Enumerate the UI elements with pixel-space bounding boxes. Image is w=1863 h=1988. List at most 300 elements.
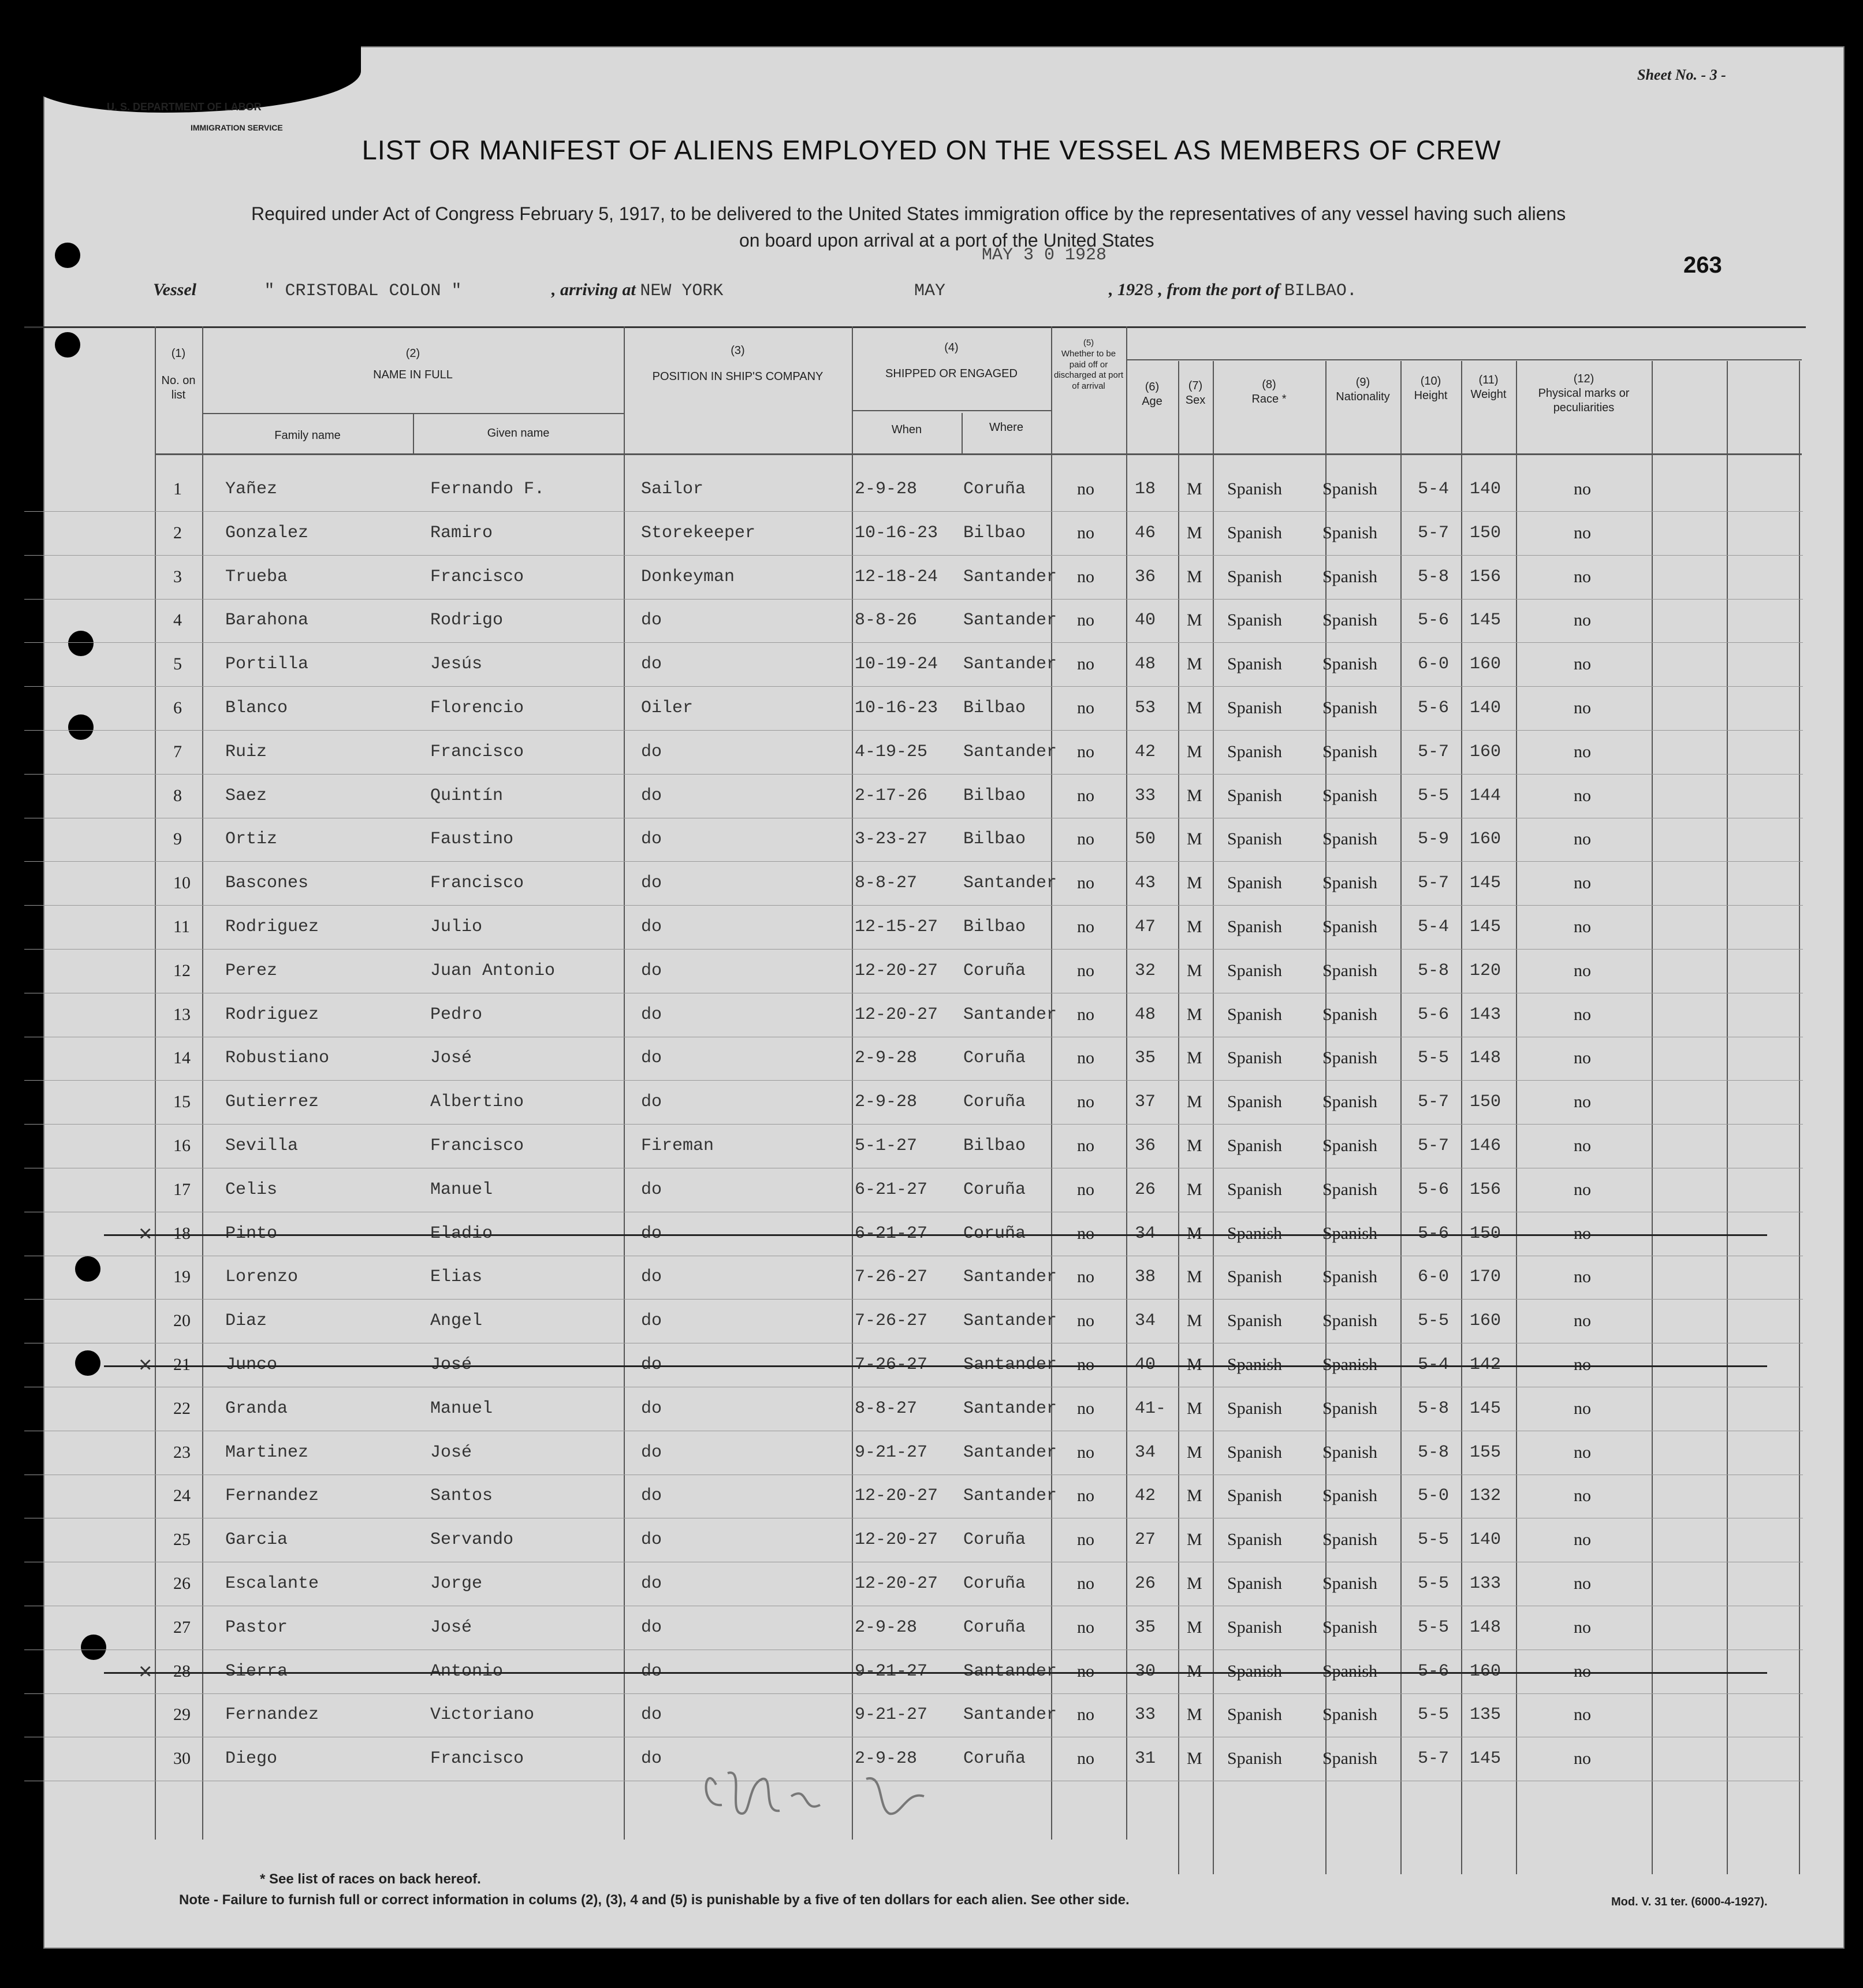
given-name: Rodrigo: [430, 610, 504, 631]
weight: 160: [1470, 742, 1501, 762]
nationality: Spanish: [1322, 1179, 1378, 1199]
arriving-port: NEW YORK: [640, 281, 724, 301]
age: 34: [1135, 1311, 1156, 1331]
age: 42: [1135, 1486, 1156, 1506]
row-number: 30: [173, 1749, 191, 1769]
height: 5-5: [1418, 1048, 1450, 1069]
physical-marks: no: [1574, 1617, 1591, 1637]
shipped-where: Santander: [963, 1442, 1057, 1462]
shipped-where: Santander: [963, 1705, 1057, 1725]
age: 18: [1135, 479, 1156, 499]
position: do: [641, 1530, 662, 1550]
weight: 156: [1470, 567, 1501, 587]
physical-marks: no: [1574, 1486, 1591, 1506]
family-name: Fernandez: [225, 1486, 319, 1506]
sex: M: [1187, 1179, 1202, 1199]
height: 6-0: [1418, 654, 1450, 675]
nationality: Spanish: [1322, 829, 1378, 849]
family-name: Martinez: [225, 1442, 309, 1462]
nationality: Spanish: [1322, 523, 1378, 542]
age: 37: [1135, 1092, 1156, 1112]
service-name: IMMIGRATION SERVICE: [191, 123, 283, 132]
race: Spanish: [1227, 1398, 1283, 1418]
races-note: * See list of races on back hereof.: [260, 1871, 481, 1887]
x-mark: ×: [139, 1352, 152, 1378]
nationality: Spanish: [1322, 654, 1378, 674]
position: do: [641, 1004, 662, 1025]
given-name: Francisco: [430, 873, 524, 894]
row-number: 3: [173, 567, 182, 586]
race: Spanish: [1227, 523, 1283, 542]
nationality: Spanish: [1322, 1705, 1378, 1725]
sex: M: [1187, 961, 1202, 980]
col8-header: (8) Race *: [1251, 378, 1287, 405]
height: 5-7: [1418, 523, 1450, 543]
age: 36: [1135, 567, 1156, 587]
paid-off: no: [1077, 479, 1094, 498]
height: 5-7: [1418, 873, 1450, 894]
sex: M: [1187, 1486, 1202, 1506]
weight: 142: [1470, 1355, 1501, 1375]
shipped-where: Santander: [963, 1486, 1057, 1506]
age: 48: [1135, 1004, 1156, 1025]
shipped-where: Coruña: [963, 479, 1026, 499]
age: 30: [1135, 1661, 1156, 1681]
height: 5-8: [1418, 567, 1450, 587]
shipped-where: Bilbao: [963, 917, 1026, 937]
weight: 140: [1470, 479, 1501, 499]
sex: M: [1187, 1617, 1202, 1637]
height: 5-5: [1418, 1574, 1450, 1594]
position: Donkeyman: [641, 567, 735, 587]
nationality: Spanish: [1322, 1617, 1378, 1637]
sex: M: [1187, 1530, 1202, 1550]
physical-marks: no: [1574, 961, 1591, 980]
race: Spanish: [1227, 479, 1283, 498]
sex: M: [1187, 1705, 1202, 1725]
nationality: Spanish: [1322, 873, 1378, 893]
shipped-where: Coruña: [963, 1179, 1026, 1200]
punch-hole: [55, 243, 80, 268]
paid-off: no: [1077, 1355, 1094, 1374]
physical-marks: no: [1574, 1442, 1591, 1462]
nationality: Spanish: [1322, 1267, 1378, 1287]
nationality: Spanish: [1322, 1530, 1378, 1550]
family-name: Fernandez: [225, 1705, 319, 1725]
paid-off: no: [1077, 1574, 1094, 1593]
col9-header: (9) Nationality: [1336, 376, 1390, 403]
shipped-where: Bilbao: [963, 523, 1026, 543]
race: Spanish: [1227, 1223, 1283, 1243]
row-number: 5: [173, 654, 182, 674]
weight: 148: [1470, 1617, 1501, 1637]
family-name: Diego: [225, 1749, 278, 1769]
shipped-where: Santander: [963, 1311, 1057, 1331]
nationality: Spanish: [1322, 1574, 1378, 1593]
row-number: 9: [173, 829, 182, 849]
family-name: Robustiano: [225, 1048, 330, 1069]
height: 5-6: [1418, 1661, 1450, 1681]
arriving-label: , arriving at: [552, 280, 636, 299]
given-name: Angel: [430, 1311, 483, 1331]
position: do: [641, 917, 662, 937]
col4b-header: Where: [989, 421, 1023, 434]
race: Spanish: [1227, 1749, 1283, 1769]
nationality: Spanish: [1322, 785, 1378, 805]
age: 33: [1135, 785, 1156, 806]
race: Spanish: [1227, 1355, 1283, 1374]
position: do: [641, 1705, 662, 1725]
age: 46: [1135, 523, 1156, 543]
paid-off: no: [1077, 1749, 1094, 1769]
row-number: 19: [173, 1267, 191, 1287]
height: 5-6: [1418, 698, 1450, 718]
height: 5-6: [1418, 1179, 1450, 1200]
given-name: Francisco: [430, 1749, 524, 1769]
paid-off: no: [1077, 1311, 1094, 1331]
weight: 155: [1470, 1442, 1501, 1462]
shipped-when: 6-21-27: [855, 1179, 928, 1200]
shipped-where: Coruña: [963, 1749, 1026, 1769]
given-name: Fernando F.: [430, 479, 545, 499]
race: Spanish: [1227, 1004, 1283, 1024]
paid-off: no: [1077, 1048, 1094, 1068]
shipped-when: 2-9-28: [855, 1048, 918, 1069]
paid-off: no: [1077, 1398, 1094, 1418]
nationality: Spanish: [1322, 1136, 1378, 1155]
race: Spanish: [1227, 1311, 1283, 1331]
col2b-header: Given name: [487, 427, 550, 440]
race: Spanish: [1227, 1486, 1283, 1506]
age: 35: [1135, 1048, 1156, 1069]
shipped-when: 10-16-23: [855, 698, 938, 718]
shipped-when: 2-9-28: [855, 1092, 918, 1112]
sex: M: [1187, 1355, 1202, 1374]
date-stamp: MAY 3 0 1928: [982, 245, 1107, 265]
weight: 144: [1470, 785, 1501, 806]
physical-marks: no: [1574, 1705, 1591, 1725]
given-name: Manuel: [430, 1179, 493, 1200]
given-name: Albertino: [430, 1092, 524, 1112]
weight: 160: [1470, 1311, 1501, 1331]
age: 53: [1135, 698, 1156, 718]
position: do: [641, 1617, 662, 1637]
nationality: Spanish: [1322, 1311, 1378, 1331]
family-name: Lorenzo: [225, 1267, 299, 1287]
sex: M: [1187, 1574, 1202, 1593]
row-number: 27: [173, 1617, 191, 1637]
age: 40: [1135, 610, 1156, 631]
col7-header: (7) Sex: [1185, 379, 1206, 407]
row-number: 14: [173, 1048, 191, 1068]
race: Spanish: [1227, 610, 1283, 630]
height: 5-8: [1418, 1442, 1450, 1462]
weight: 150: [1470, 1223, 1501, 1244]
document-title: LIST OR MANIFEST OF ALIENS EMPLOYED ON THE VESSEL AS MEMBERS OF CREW: [362, 135, 1501, 165]
position: do: [641, 1442, 662, 1462]
position: do: [641, 1179, 662, 1200]
shipped-when: 2-17-26: [855, 785, 928, 806]
row-number: 1: [173, 479, 182, 498]
shipped-where: Coruña: [963, 1048, 1026, 1069]
age: 41-: [1135, 1398, 1167, 1419]
sex: M: [1187, 1136, 1202, 1155]
family-name: Ruiz: [225, 742, 267, 762]
weight: 145: [1470, 1398, 1501, 1419]
given-name: Antonio: [430, 1661, 504, 1681]
shipped-when: 10-16-23: [855, 523, 938, 543]
family-name: Portilla: [225, 654, 309, 675]
given-name: Juan Antonio: [430, 961, 556, 981]
shipped-when: 12-20-27: [855, 961, 938, 981]
row-number: 16: [173, 1136, 191, 1155]
nationality: Spanish: [1322, 1092, 1378, 1112]
position: do: [641, 1355, 662, 1375]
manifest-table: [24, 326, 1806, 1838]
physical-marks: no: [1574, 742, 1591, 761]
height: 6-0: [1418, 1267, 1450, 1287]
shipped-when: 12-20-27: [855, 1004, 938, 1025]
race: Spanish: [1227, 1092, 1283, 1112]
given-name: José: [430, 1617, 472, 1637]
shipped-where: Coruña: [963, 1223, 1026, 1244]
given-name: Francisco: [430, 1136, 524, 1156]
family-name: Perez: [225, 961, 278, 981]
sex: M: [1187, 567, 1202, 586]
position: do: [641, 1048, 662, 1069]
physical-marks: no: [1574, 1574, 1591, 1593]
family-name: Barahona: [225, 610, 309, 631]
row-number: 22: [173, 1398, 191, 1418]
row-number: 25: [173, 1530, 191, 1550]
sex: M: [1187, 698, 1202, 717]
x-mark: ×: [139, 1220, 152, 1246]
shipped-when: 2-9-28: [855, 1749, 918, 1769]
race: Spanish: [1227, 785, 1283, 805]
race: Spanish: [1227, 829, 1283, 849]
shipped-where: Coruña: [963, 961, 1026, 981]
paid-off: no: [1077, 654, 1094, 674]
col3-header: (3) POSITION IN SHIP'S COMPANY: [652, 344, 824, 383]
shipped-where: Coruña: [963, 1617, 1026, 1637]
physical-marks: no: [1574, 1004, 1591, 1024]
race: Spanish: [1227, 654, 1283, 674]
paid-off: no: [1077, 1136, 1094, 1155]
weight: 150: [1470, 1092, 1501, 1112]
position: do: [641, 1661, 662, 1681]
subtitle-line-1: Required under Act of Congress February 5, 1917, to be delivered to the United States immigration office by the representatives of any vessel having such aliens: [251, 203, 1566, 224]
col10-header: (10) Height: [1414, 375, 1448, 402]
physical-marks: no: [1574, 1749, 1591, 1769]
height: 5-5: [1418, 1617, 1450, 1637]
row-number: 6: [173, 698, 182, 717]
shipped-when: 10-19-24: [855, 654, 938, 675]
age: 48: [1135, 654, 1156, 675]
given-name: Eladio: [430, 1223, 493, 1244]
shipped-when: 2-9-28: [855, 479, 918, 499]
position: Oiler: [641, 698, 694, 718]
physical-marks: no: [1574, 1530, 1591, 1550]
sex: M: [1187, 785, 1202, 805]
shipped-where: Coruña: [963, 1092, 1026, 1112]
position: do: [641, 873, 662, 894]
weight: 148: [1470, 1048, 1501, 1069]
shipped-when: 7-26-27: [855, 1267, 928, 1287]
sex: M: [1187, 479, 1202, 498]
given-name: Pedro: [430, 1004, 483, 1025]
nationality: Spanish: [1322, 1004, 1378, 1024]
x-mark: ×: [139, 1658, 152, 1684]
sex: M: [1187, 1092, 1202, 1112]
nationality: Spanish: [1322, 567, 1378, 586]
handwritten-signature: [693, 1750, 936, 1825]
age: 40: [1135, 1355, 1156, 1375]
age: 33: [1135, 1705, 1156, 1725]
paid-off: no: [1077, 698, 1094, 717]
shipped-when: 6-21-27: [855, 1223, 928, 1244]
strike-through-line: [104, 1234, 1767, 1236]
given-name: Servando: [430, 1530, 514, 1550]
arrival-line: [552, 280, 723, 301]
shipped-where: Bilbao: [963, 698, 1026, 718]
year-label: , 192: [1109, 280, 1143, 299]
col4-header: (4) SHIPPED OR ENGAGED: [885, 341, 1018, 380]
family-name: Sierra: [225, 1661, 288, 1681]
weight: 170: [1470, 1267, 1501, 1287]
nationality: Spanish: [1322, 742, 1378, 761]
nationality: Spanish: [1322, 1486, 1378, 1506]
race: Spanish: [1227, 698, 1283, 717]
weight: 145: [1470, 610, 1501, 631]
paid-off: no: [1077, 1705, 1094, 1725]
physical-marks: no: [1574, 1223, 1591, 1243]
shipped-when: 9-21-27: [855, 1705, 928, 1725]
nationality: Spanish: [1322, 1442, 1378, 1462]
position: do: [641, 1486, 662, 1506]
col12-header: (12) Physical marks or peculiarities: [1538, 373, 1630, 414]
weight: 145: [1470, 873, 1501, 894]
weight: 132: [1470, 1486, 1501, 1506]
position: Fireman: [641, 1136, 714, 1156]
given-name: Quintín: [430, 785, 504, 806]
sex: M: [1187, 1223, 1202, 1243]
page-number: 263: [1683, 252, 1722, 278]
vessel-label: Vessel: [153, 280, 196, 299]
height: 5-4: [1418, 917, 1450, 937]
race: Spanish: [1227, 742, 1283, 761]
shipped-when: 5-1-27: [855, 1136, 918, 1156]
shipped-where: Santander: [963, 1398, 1057, 1419]
row-number: 29: [173, 1705, 191, 1725]
shipped-where: Santander: [963, 567, 1057, 587]
family-name: Celis: [225, 1179, 278, 1200]
weight: 160: [1470, 654, 1501, 675]
shipped-when: 4-19-25: [855, 742, 928, 762]
height: 5-7: [1418, 742, 1450, 762]
family-name: Rodriguez: [225, 1004, 319, 1025]
age: 34: [1135, 1223, 1156, 1244]
physical-marks: no: [1574, 1311, 1591, 1331]
paid-off: no: [1077, 1617, 1094, 1637]
month-line: [914, 280, 945, 301]
shipped-when: 7-26-27: [855, 1355, 928, 1375]
row-number: 8: [173, 785, 182, 805]
paid-off: no: [1077, 1223, 1094, 1243]
age: 47: [1135, 917, 1156, 937]
height: 5-6: [1418, 610, 1450, 631]
nationality: Spanish: [1322, 610, 1378, 630]
physical-marks: no: [1574, 829, 1591, 849]
weight: 160: [1470, 1661, 1501, 1681]
row-number: 10: [173, 873, 191, 893]
shipped-when: 8-8-26: [855, 610, 918, 631]
family-name: Pinto: [225, 1223, 278, 1244]
age: 38: [1135, 1267, 1156, 1287]
sex: M: [1187, 1048, 1202, 1068]
paid-off: no: [1077, 961, 1094, 980]
race: Spanish: [1227, 1136, 1283, 1155]
shipped-when: 12-20-27: [855, 1574, 938, 1594]
strike-through-line: [104, 1672, 1767, 1674]
paid-off: no: [1077, 873, 1094, 893]
weight: 160: [1470, 829, 1501, 850]
weight: 145: [1470, 1749, 1501, 1769]
given-name: Victoriano: [430, 1705, 535, 1725]
sex: M: [1187, 523, 1202, 542]
nationality: Spanish: [1322, 1398, 1378, 1418]
shipped-where: Bilbao: [963, 1136, 1026, 1156]
form-id: Mod. V. 31 ter. (6000-4-1927).: [1611, 1896, 1768, 1908]
physical-marks: no: [1574, 1136, 1591, 1155]
col11-header: (11) Weight: [1470, 374, 1507, 401]
row-number: 18: [173, 1223, 191, 1243]
age: 34: [1135, 1442, 1156, 1462]
subtitle-line-2: on board upon arrival at a port of the United States: [739, 230, 1154, 251]
shipped-when: 3-23-27: [855, 829, 928, 850]
race: Spanish: [1227, 567, 1283, 586]
sex: M: [1187, 1661, 1202, 1681]
given-name: Francisco: [430, 567, 524, 587]
physical-marks: no: [1574, 1355, 1591, 1374]
nationality: Spanish: [1322, 1749, 1378, 1769]
shipped-where: Coruña: [963, 1530, 1026, 1550]
row-number: 21: [173, 1355, 191, 1374]
paid-off: no: [1077, 829, 1094, 849]
sex: M: [1187, 610, 1202, 630]
family-name: Gonzalez: [225, 523, 309, 543]
weight: 143: [1470, 1004, 1501, 1025]
race: Spanish: [1227, 1048, 1283, 1068]
race: Spanish: [1227, 1530, 1283, 1550]
physical-marks: no: [1574, 1179, 1591, 1199]
given-name: Santos: [430, 1486, 493, 1506]
sex: M: [1187, 654, 1202, 674]
family-name: Rodriguez: [225, 917, 319, 937]
from-port: BILBAO.: [1284, 281, 1357, 301]
vessel-name: " CRISTOBAL COLON ": [264, 281, 462, 301]
race: Spanish: [1227, 1442, 1283, 1462]
sex: M: [1187, 873, 1202, 893]
age: 36: [1135, 1136, 1156, 1156]
vessel-line: [153, 280, 462, 301]
position: do: [641, 1223, 662, 1244]
physical-marks: no: [1574, 873, 1591, 893]
family-name: Granda: [225, 1398, 288, 1419]
year-digit: 8: [1143, 281, 1154, 301]
nationality: Spanish: [1322, 1661, 1378, 1681]
height: 5-6: [1418, 1223, 1450, 1244]
col2-header: (2) NAME IN FULL: [373, 347, 453, 381]
